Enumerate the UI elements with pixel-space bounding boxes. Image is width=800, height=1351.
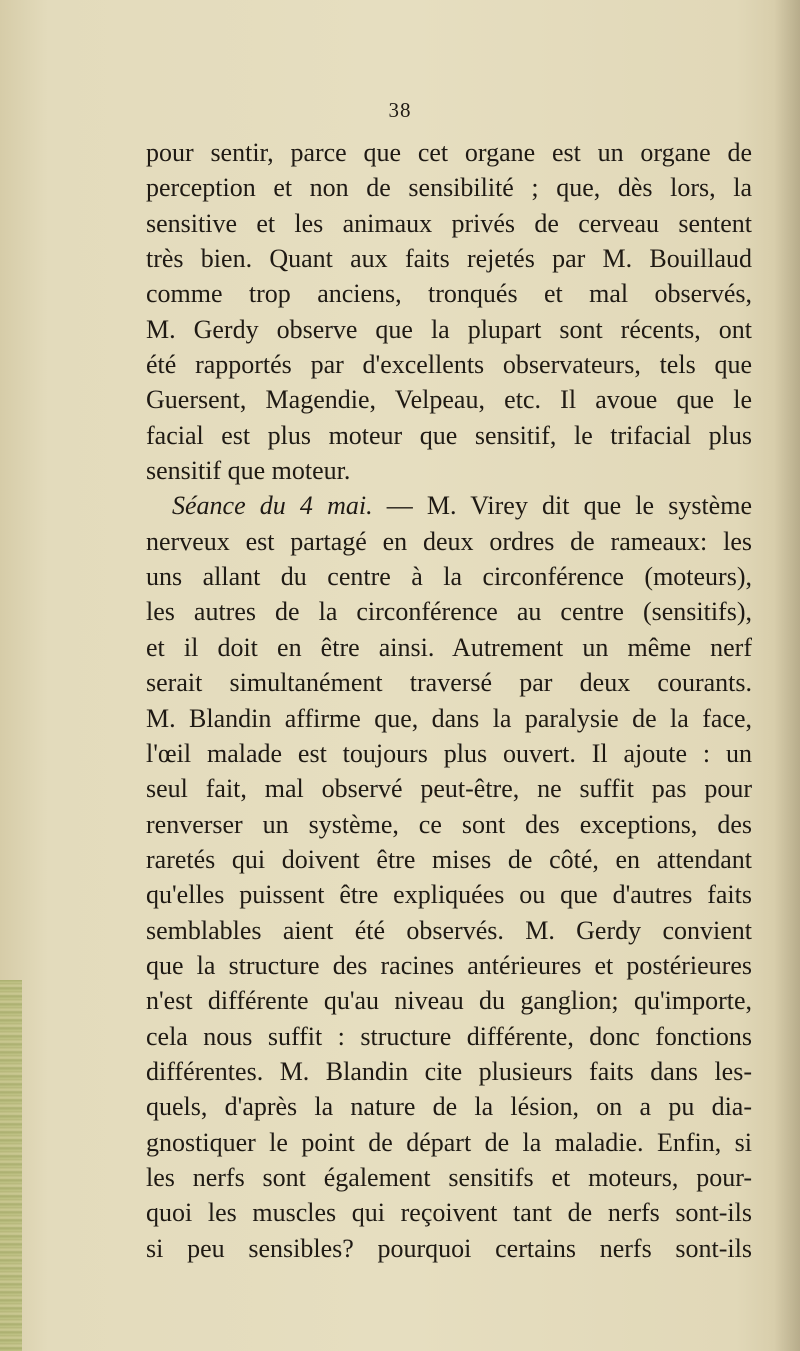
text-line: quoi les muscles qui reçoivent tant de nerfs sont-ils: [146, 1198, 752, 1228]
text-line: été rapportés par d'excellents observateurs, tels que: [146, 350, 752, 380]
text-line: raretés qui doivent être mises de côté, en attendant: [146, 844, 752, 874]
body-text: [146, 135, 752, 1266]
text-line: comme trop anciens, tronqués et mal observés,: [146, 279, 752, 309]
text-line: facial est plus moteur que sensitif, le trifacial plus: [146, 420, 752, 450]
text-line: seul fait, mal observé peut-être, ne suffit pas pour: [146, 774, 752, 804]
text-line: cela nous suffit : structure différente, donc fonctions: [146, 1021, 752, 1051]
text-line: très bien. Quant aux faits rejetés par M. Bouillaud: [146, 244, 752, 274]
text-line: les nerfs sont également sensitifs et moteurs, pour-: [146, 1162, 752, 1192]
text-line: l'œil malade est toujours plus ouvert. Il ajoute : un: [146, 738, 752, 768]
text-line: sensitive et les animaux privés de cerveau sentent: [146, 208, 752, 238]
text-line: les autres de la circonférence au centre (sensitifs),: [146, 597, 752, 627]
text-line: uns allant du centre à la circonférence (moteurs),: [146, 562, 752, 592]
text-line: semblables aient été observés. M. Gerdy convient: [146, 915, 752, 945]
text-line: et il doit en être ainsi. Autrement un même nerf: [146, 632, 752, 662]
text-line: quels, d'après la nature de la lésion, on a pu dia-: [146, 1092, 752, 1122]
text-line: M. Blandin affirme que, dans la paralysie de la face,: [146, 703, 752, 733]
text-line: différentes. M. Blandin cite plusieurs faits dans les-: [146, 1056, 752, 1086]
text-line: nerveux est partagé en deux ordres de rameaux: les: [146, 526, 752, 556]
page-number: 38: [388, 98, 412, 122]
session-date: Séance du 4 mai.: [172, 491, 373, 521]
page-gutter-shadow: [774, 0, 800, 1351]
text-line: si peu sensibles? pourquoi certains nerfs sont-ils: [146, 1233, 752, 1263]
text-line: n'est différente qu'au niveau du ganglion; qu'importe,: [146, 986, 752, 1016]
text-line: sensitif que moteur.: [146, 456, 351, 486]
text-line: perception et non de sensibilité ; que, dès lors, la: [146, 173, 752, 203]
text-line: pour sentir, parce que cet organe est un organe de: [146, 138, 752, 167]
text-line: que la structure des racines antérieures et postérieures: [146, 950, 752, 980]
text-line: renverser un système, ce sont des exceptions, des: [146, 809, 752, 839]
text-line: qu'elles puissent être expliquées ou que d'autres faits: [146, 880, 752, 910]
text-line: serait simultanément traversé par deux courants.: [146, 668, 752, 698]
text-line: M. Gerdy observe que la plupart sont récents, ont: [146, 314, 752, 344]
page-edge-discoloration: [0, 980, 22, 1351]
session-text: — M. Virey dit que le système: [372, 491, 752, 521]
text-line-session-heading: [146, 488, 752, 523]
text-line: Guersent, Magendie, Velpeau, etc. Il avoue que le: [146, 385, 752, 415]
text-line: gnostiquer le point de départ de la maladie. Enfin, si: [146, 1127, 752, 1157]
